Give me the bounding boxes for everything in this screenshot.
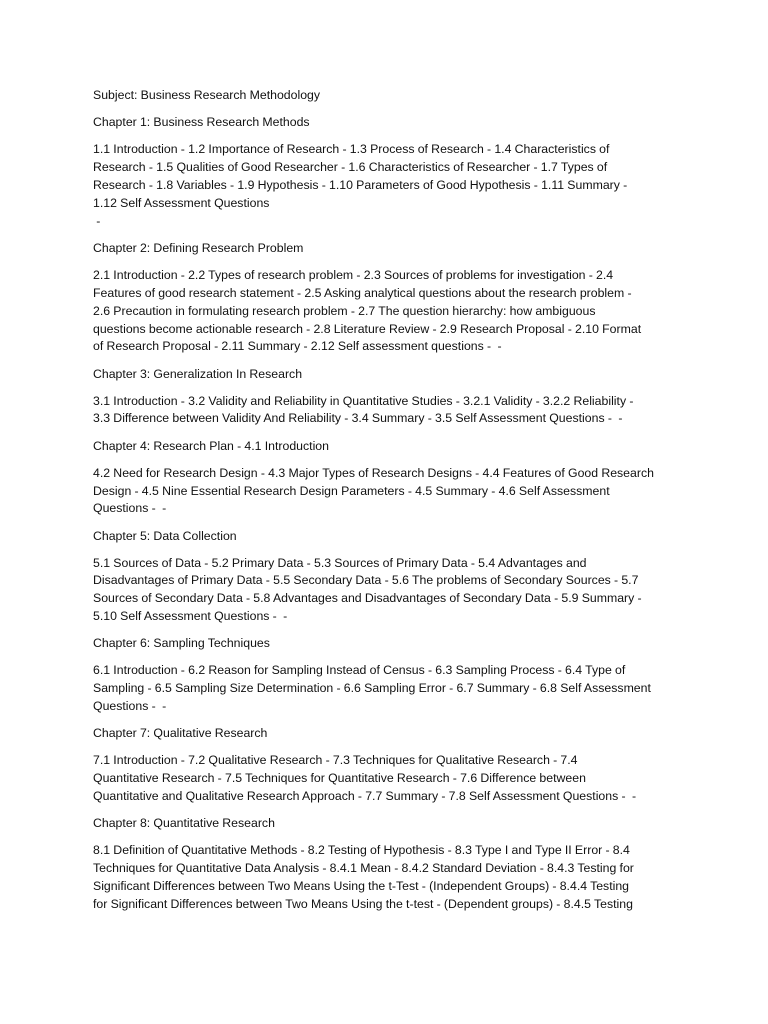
- contents-line: 2.6 Precaution in formulating research problem - 2.7 The question hierarchy: how ambiguous: [93, 303, 596, 318]
- contents-line: Quantitative and Qualitative Research Approach - 7.7 Summary - 7.8 Self Assessment Questions - -: [93, 789, 637, 804]
- contents-line: Research - 1.5 Qualities of Good Researcher - 1.6 Characteristics of Researcher - 1.7 Types of: [93, 160, 608, 175]
- chapter-contents-paragraph: [93, 465, 675, 519]
- contents-line: of Research Proposal - 2.11 Summary - 2.12 Self assessment questions - -: [93, 339, 502, 354]
- contents-line: 8.1 Definition of Quantitative Methods - 8.2 Testing of Hypothesis - 8.3 Type I and Type II Error - 8.4: [93, 843, 630, 858]
- contents-line: Disadvantages of Primary Data - 5.5 Secondary Data - 5.6 The problems of Secondary Sources - 5.7: [93, 573, 639, 588]
- contents-line: Sampling - 6.5 Sampling Size Determination - 6.6 Sampling Error - 6.7 Summary - 6.8 Self Assessment: [93, 681, 651, 696]
- chapter-contents-paragraph: [93, 141, 675, 230]
- document-page: [93, 87, 675, 923]
- contents-line: 1.12 Self Assessment Questions: [93, 195, 270, 210]
- contents-line: Quantitative Research - 7.5 Techniques for Quantitative Research - 7.6 Difference between: [93, 771, 586, 786]
- chapter-heading: Chapter 4: Research Plan - 4.1 Introduction: [93, 438, 329, 453]
- contents-line: Sources of Secondary Data - 5.8 Advantages and Disadvantages of Secondary Data - 5.9 Summary -: [93, 591, 642, 606]
- contents-line: 3.1 Introduction - 3.2 Validity and Reliability in Quantitative Studies - 3.2.1 Validity - 3.2.2 Reliability -: [93, 393, 634, 408]
- contents-line: 2.1 Introduction - 2.2 Types of research problem - 2.3 Sources of problems for investigation - 2.4: [93, 267, 614, 282]
- contents-line: 6.1 Introduction - 6.2 Reason for Sampling Instead of Census - 6.3 Sampling Process - 6.4 Type of: [93, 663, 626, 678]
- contents-line: 5.1 Sources of Data - 5.2 Primary Data - 5.3 Sources of Primary Data - 5.4 Advantages and: [93, 555, 587, 570]
- chapter-contents-paragraph: [93, 752, 675, 806]
- chapter-heading: Chapter 1: Business Research Methods: [93, 115, 310, 130]
- contents-line: 5.10 Self Assessment Questions - -: [93, 609, 288, 624]
- chapter-heading: Chapter 7: Qualitative Research: [93, 726, 268, 741]
- chapter-contents-paragraph: [93, 267, 675, 356]
- contents-line: Questions - -: [93, 699, 167, 714]
- contents-line: questions become actionable research - 2.8 Literature Review - 2.9 Research Proposal - 2.10 Format: [93, 321, 642, 336]
- contents-line: for Significant Differences between Two Means Using the t-test - (Dependent groups) - 8.4.5 Testing: [93, 896, 633, 911]
- chapter-contents-paragraph: [93, 555, 675, 627]
- contents-line: Techniques for Quantitative Data Analysis - 8.4.1 Mean - 8.4.2 Standard Deviation - 8.4.3 Testing for: [93, 861, 634, 876]
- chapter-heading: Chapter 5: Data Collection: [93, 528, 237, 543]
- chapter-heading: Chapter 8: Quantitative Research: [93, 816, 275, 831]
- contents-line: Research - 1.8 Variables - 1.9 Hypothesis - 1.10 Parameters of Good Hypothesis - 1.11 Summary -: [93, 177, 628, 192]
- chapter-contents-paragraph: [93, 842, 675, 914]
- chapter-heading: Chapter 2: Defining Research Problem: [93, 240, 304, 255]
- chapter-heading: Chapter 6: Sampling Techniques: [93, 636, 270, 651]
- contents-line: Significant Differences between Two Means Using the t-Test - (Independent Groups) - 8.4.4 Testing: [93, 879, 630, 894]
- chapter-contents-paragraph: [93, 393, 675, 429]
- contents-line: -: [93, 213, 101, 228]
- contents-line: 1.1 Introduction - 1.2 Importance of Research - 1.3 Process of Research - 1.4 Characteristics of: [93, 142, 610, 157]
- contents-line: Features of good research statement - 2.5 Asking analytical questions about the research problem -: [93, 285, 632, 300]
- chapter-heading: Chapter 3: Generalization In Research: [93, 366, 303, 381]
- contents-line: 4.2 Need for Research Design - 4.3 Major Types of Research Designs - 4.4 Features of Good Research: [93, 465, 654, 480]
- chapter-contents-paragraph: [93, 662, 675, 716]
- contents-line: Design - 4.5 Nine Essential Research Design Parameters - 4.5 Summary - 4.6 Self Assessment: [93, 483, 610, 498]
- contents-line: 3.3 Difference between Validity And Reliability - 3.4 Summary - 3.5 Self Assessment Questions - -: [93, 411, 623, 426]
- subject-heading: Subject: Business Research Methodology: [93, 88, 321, 102]
- contents-line: 7.1 Introduction - 7.2 Qualitative Research - 7.3 Techniques for Qualitative Research - 7.4: [93, 753, 578, 768]
- contents-line: Questions - -: [93, 501, 167, 516]
